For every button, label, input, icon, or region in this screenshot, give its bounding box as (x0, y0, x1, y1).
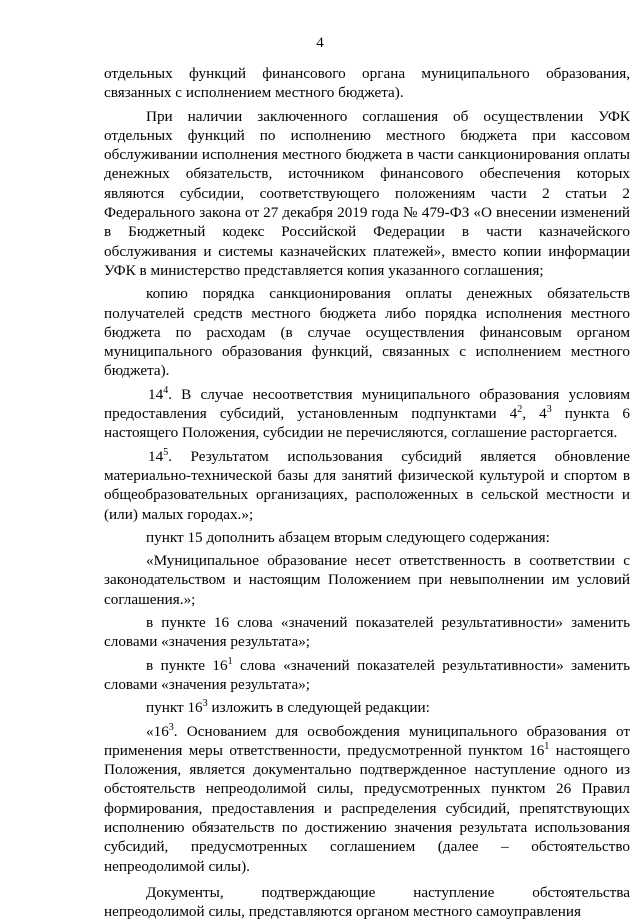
paragraph-text: пункт 16 (146, 699, 203, 717)
superscript: 5 (163, 446, 169, 458)
paragraph-text: слова «значений показателей результативности» заменить словами «значения результата»; (104, 656, 631, 693)
paragraph: «Муниципальное образование несет ответственность в соответствии с законодательством и настоящим Положением при невыполнении им условий соглашения.»; (104, 552, 630, 608)
paragraph (104, 698, 630, 717)
superscript: 4 (163, 384, 169, 396)
paragraph: в пункте 16 слова «значений показателей результативности» заменить словами «значения результата»; (104, 614, 630, 651)
paragraph: пункт 15 дополнить абзацем вторым следующего содержания: (146, 528, 550, 546)
superscript: 3 (546, 403, 552, 415)
paragraph-14-5 (104, 447, 630, 524)
superscript: 3 (202, 698, 208, 710)
page-number: 4 (316, 35, 324, 51)
paragraph-text: . Результатом использования субсидий является обновление материально-технической базы для занятий физической культурой и спортом в общеобразовательных организациях, расположенных в сельской местности и (или) малых городах.»; (104, 447, 630, 523)
paragraph: Документы, подтверждающие наступление обстоятельства непреодолимой силы, представляются органом местного самоуправления (104, 883, 630, 921)
paragraph-16-3 (104, 722, 630, 876)
paragraph: копию порядка санкционирования оплаты денежных обязательств получателей средств местного бюджета либо порядка исполнения местного бюджета по расходам (в случае осуществления финансовым органом муниципального образования функций, связанных с исполнением местного бюджета). (104, 285, 630, 380)
paragraph-text: настоящего Положения, является документально подтвержденное наступление одного из обстоятельств непреодолимой силы, предусмотренных пунктом 26 Правил формирования, предоставления и распределения субсидий, препятствующих исполнению обязательств по достижению значения результата использования субсидий, предусмотренных соглашением (далее – обстоятельство непреодолимой силы). (104, 741, 630, 875)
paragraph-14-4 (104, 385, 630, 443)
paragraph: При наличии заключенного соглашения об осуществлении УФК отдельных функций по исполнению местного бюджета при кассовом обслуживании исполнения местного бюджета в части санкционирования оплаты денежных обязательств, источником финансового обеспечения которых являются субсидии, соответствующего положениям части 2 статьи 2 Федерального закона от 27 декабря 2019 года № 479-ФЗ «О внесении изменений в Бюджетный кодекс Российской Федерации в части казначейского обслуживания и системы казначейских платежей», вместо копии информации УФК в министерство представляется копия указанного соглашения; (104, 107, 630, 279)
paragraph-text: изложить в следующей редакции: (207, 699, 430, 717)
paragraph-text: в пункте 16 (146, 656, 228, 674)
paragraph-text: , 4 (522, 405, 547, 423)
clause-number: 14 (148, 447, 164, 465)
paragraph-text: . Основанием для освобождения муниципального образования от применения меры ответственности, предусмотренной пунктом 16 (104, 722, 630, 759)
superscript: 2 (517, 403, 523, 415)
clause-number: 14 (148, 385, 164, 403)
document-body (104, 64, 630, 921)
superscript: 3 (168, 721, 174, 733)
paragraph-text: «16 (146, 722, 169, 740)
paragraph: отдельных функций финансового органа муниципального образования, связанных с исполнением местного бюджета). (104, 65, 630, 102)
paragraph-text: пункта 6 настоящего Положения, субсидии не перечисляются, соглашение расторгается. (104, 405, 630, 442)
paragraph (104, 656, 630, 695)
superscript: 1 (227, 655, 233, 667)
paragraph-text: . В случае несоответствия муниципального образования условиям предоставления субсидий, установленным подпунктами 4 (104, 385, 630, 423)
superscript: 1 (544, 740, 550, 752)
